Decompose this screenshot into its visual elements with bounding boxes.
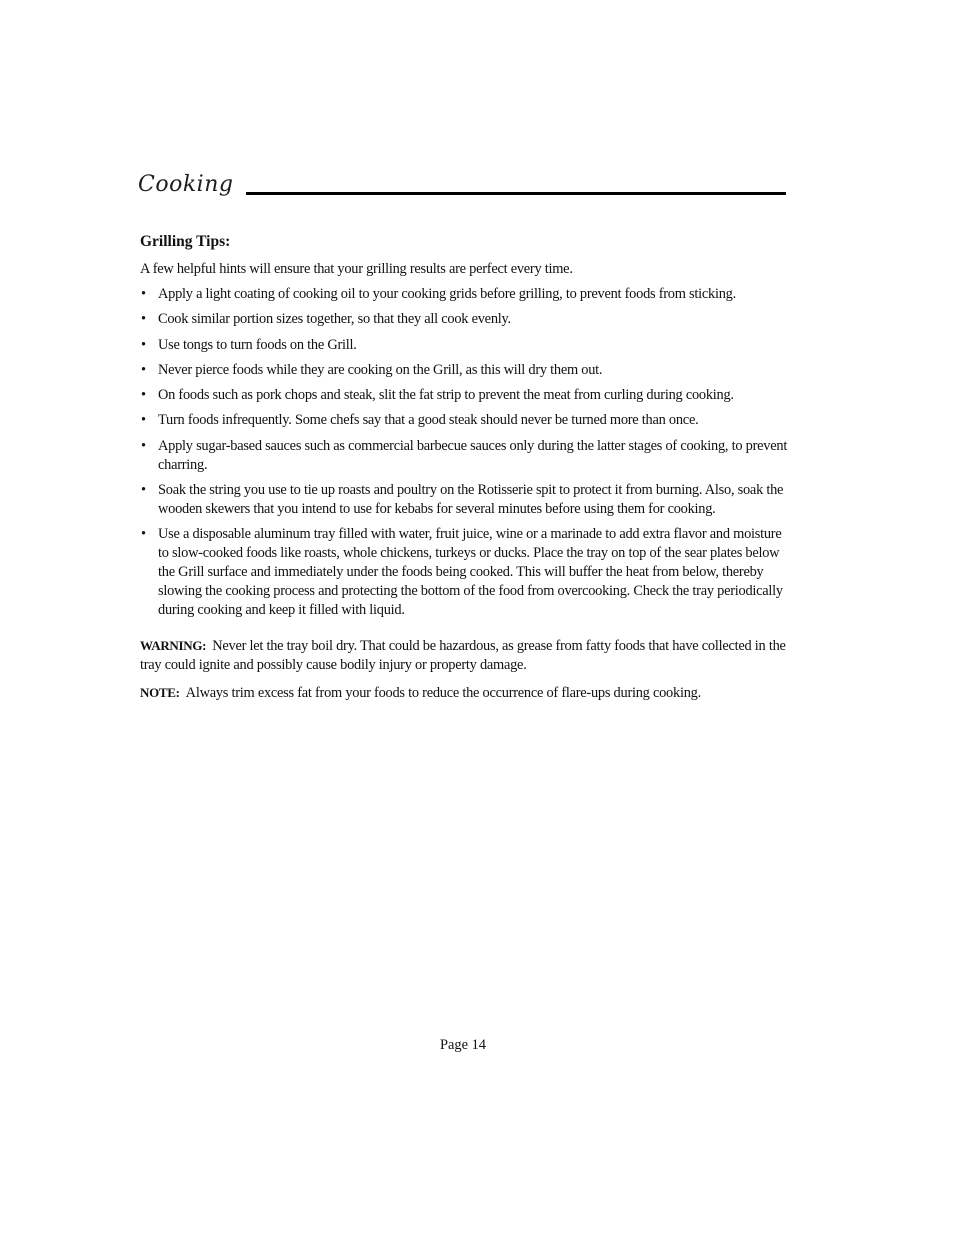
warning-notice [140,636,788,675]
warning-label: WARNING: [140,638,207,654]
tip-text: Use a disposable aluminum tray filled with water, fruit juice, wine or a marinade to add extra flavor and moisture to slow-cooked foods like roasts, whole chickens, turkeys or ducks. Place the tray on top of the sear plates below the Grill surface and immediately under the foods being cooked. This will buffer the heat from below, thereby slowing the cooking process and protecting the bottom of the food from overcooking. Check the tray periodically during cooking and keep it filled with liquid. [158,526,783,619]
bullet-icon: • [141,437,146,454]
list-item [140,285,788,304]
tip-text: Apply a light coating of cooking oil to your cooking grids before grilling, to prevent foods from sticking. [158,286,736,302]
list-item [140,310,788,329]
list-item [140,437,788,475]
grilling-tips-heading: Grilling Tips: [140,233,231,250]
tip-text: Never pierce foods while they are cooking on the Grill, as this will dry them out. [158,361,603,378]
section-title: Cooking [138,172,234,197]
note-label: NOTE: [140,685,180,701]
section-rule [246,192,786,195]
note-text: Always trim excess fat from your foods to reduce the occurrence of flare-ups during cooking. [185,685,701,702]
list-item [140,525,788,620]
page-number: Page 14 [440,1037,486,1053]
grilling-tips-intro: A few helpful hints will ensure that your grilling results are perfect every time. [140,261,573,277]
bullet-icon: • [141,412,146,429]
bullet-icon: • [141,387,146,404]
list-item [140,411,788,430]
bullet-icon: • [141,311,146,328]
tip-text: Turn foods infrequently. Some chefs say that a good steak should never be turned more than once. [158,412,699,429]
warning-text: Never let the tray boil dry. That could be hazardous, as grease from fatty foods that have collected in the tray could ignite and possibly cause bodily injury or property damage. [140,638,786,674]
page-content [140,232,788,703]
list-item [140,336,788,355]
bullet-icon: • [141,336,146,353]
list-item [140,361,788,380]
list-item [140,481,788,519]
note-notice [140,683,788,703]
tip-text: Apply sugar-based sauces such as commercial barbecue sauces only during the latter stages of cooking, to prevent charring. [158,437,788,473]
section-header [138,168,786,204]
list-item [140,386,788,405]
tip-text: On foods such as pork chops and steak, slit the fat strip to prevent the meat from curling during cooking. [158,387,734,404]
tip-text: Cook similar portion sizes together, so that they all cook evenly. [158,311,511,328]
tip-text: Soak the string you use to tie up roasts and poultry on the Rotisserie spit to protect it from burning. Also, soak the wooden skewers that you intend to use for kebabs for several minutes before using them for cooking. [158,482,784,518]
bullet-icon: • [141,361,146,378]
bullet-icon: • [141,286,146,302]
grilling-tips-list [140,285,788,620]
tip-text: Use tongs to turn foods on the Grill. [158,336,357,353]
bullet-icon: • [141,526,146,543]
bullet-icon: • [141,482,146,499]
